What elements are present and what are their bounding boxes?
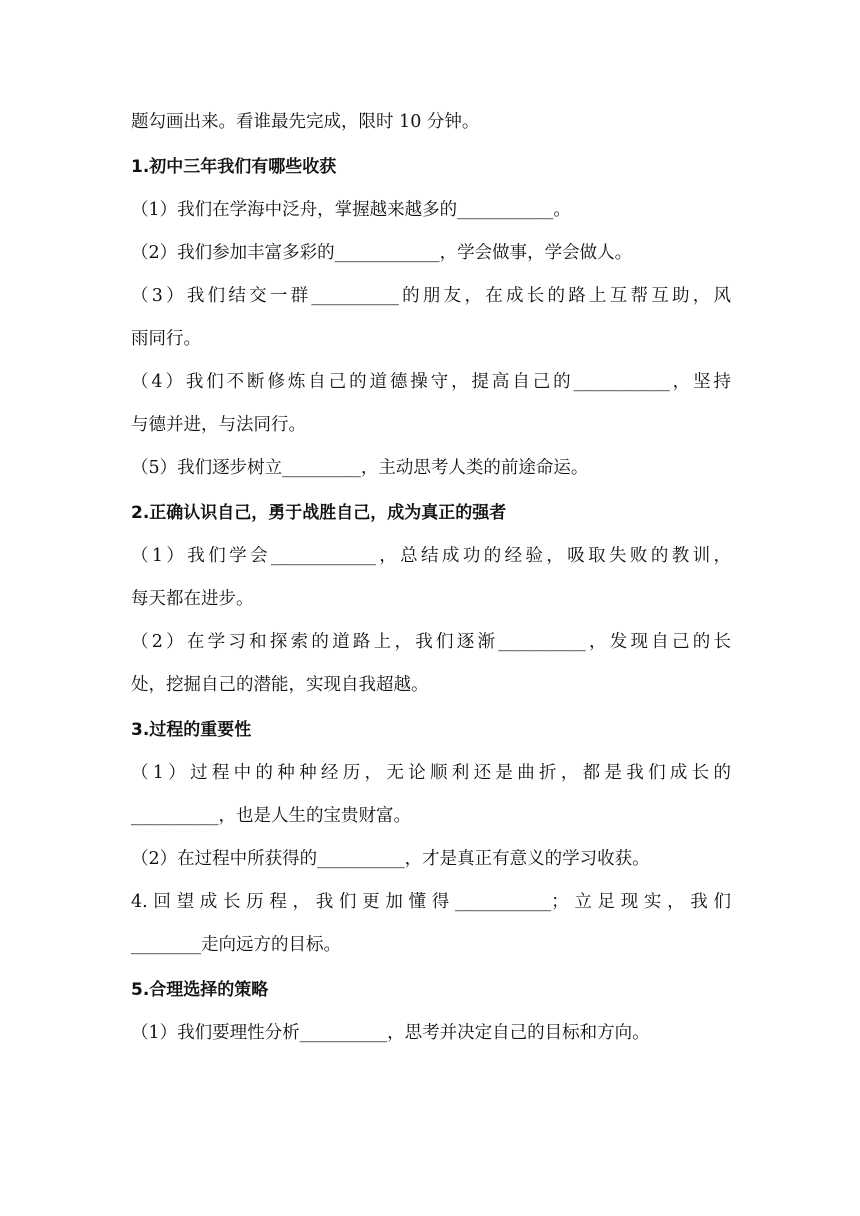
section-1-heading: 1.初中三年我们有哪些收获 [131, 157, 337, 177]
item-1-1: （1）我们在学海中泛舟，掌握越来越多的___________。 [131, 200, 571, 220]
item-3-2: （2）在过程中所获得的__________，才是真正有意义的学习收获。 [131, 849, 650, 869]
section-4-line-1: 4.回望成长历程，我们更加懂得___________；立足现实，我们 [131, 892, 731, 912]
item-2-2-line-2: 处，挖掘自己的潜能，实现自我超越。 [131, 675, 429, 695]
intro-line: 题勾画出来。看谁最先完成，限时 10 分钟。 [131, 112, 480, 132]
section-3-heading: 3.过程的重要性 [131, 720, 252, 740]
item-2-1-line-2: 每天都在进步。 [131, 589, 254, 609]
item-2-2-line-1: （2）在学习和探索的道路上，我们逐渐__________，发现自己的长 [131, 632, 731, 652]
item-1-4-line-2: 与德并进，与法同行。 [131, 415, 306, 435]
item-1-3-line-1: （3）我们结交一群__________的朋友，在成长的路上互帮互助，风 [131, 286, 731, 306]
item-1-5: （5）我们逐步树立_________，主动思考人类的前途命运。 [131, 458, 589, 478]
section-2-heading: 2.正确认识自己，勇于战胜自己，成为真正的强者 [131, 503, 507, 523]
item-2-1-line-1: （1）我们学会____________，总结成功的经验，吸取失败的教训， [131, 546, 731, 566]
document-page [131, 108, 731, 1047]
item-1-2: （2）我们参加丰富多彩的____________，学会做事，学会做人。 [131, 243, 633, 263]
section-4-line-2: ________走向远方的目标。 [131, 935, 341, 955]
item-3-1-line-2: __________，也是人生的宝贵财富。 [131, 806, 411, 826]
item-3-1-line-1: （1）过程中的种种经历，无论顺利还是曲折，都是我们成长的 [131, 763, 731, 783]
item-1-4-line-1: （4）我们不断修炼自己的道德操守，提高自己的___________，坚持 [131, 372, 731, 392]
item-1-3-line-2: 雨同行。 [131, 329, 201, 349]
section-5-heading: 5.合理选择的策略 [131, 980, 269, 1000]
item-5-1: （1）我们要理性分析__________，思考并决定自己的目标和方向。 [131, 1023, 650, 1043]
